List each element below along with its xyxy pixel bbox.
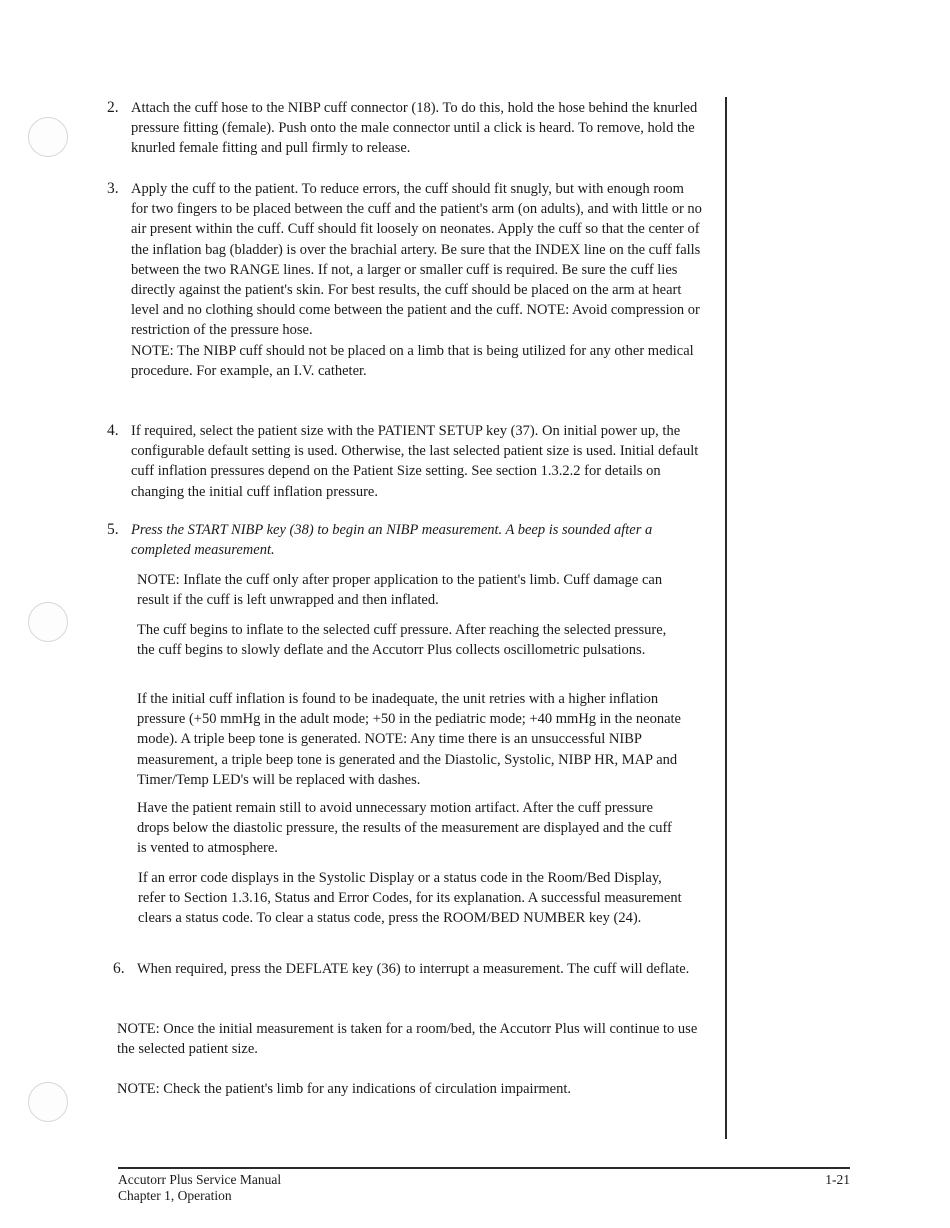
step-number: 4.	[107, 422, 119, 439]
step-5-note: NOTE: Inflate the cuff only after proper application to the patient's limb. Cuff damage can result if the cuff is left unwrapped and then inflated.	[137, 572, 663, 609]
step-5-stillness-para: Have the patient remain still to avoid unnecessary motion artifact. After the cuff pressure drops below the diastolic pressure, the results of the measurement are displayed and the cuff is vented to atmosphere.	[137, 800, 672, 857]
step-3	[107, 179, 703, 381]
step-5-retry-para: If the initial cuff inflation is found to be inadequate, the unit retries with a higher inflation pressure (+50 mmHg in the adult mode; +50 in the pediatric mode; +40 mmHg in the neonate mode). A triple beep tone is generated. NOTE: Any time there is an unsuccessful NIBP measurement, a triple beep tone is generated and the Diastolic, Systolic, NIBP HR, MAP and Timer/Temp LED's will be replaced with dashes.	[137, 691, 681, 788]
note-circulation: NOTE: Check the patient's limb for any indications of circulation impairment.	[117, 1081, 572, 1097]
step-text: Attach the cuff hose to the NIBP cuff connector (18). To do this, hold the hose behind the knurled pressure fitting (female). Push onto the male connector until a click is heard. To remove, hold the knurled female fitting and pull firmly to release.	[131, 100, 698, 157]
footer	[118, 1172, 518, 1204]
punch-hole-top	[28, 117, 68, 157]
footer-chapter: Chapter 1, Operation	[118, 1188, 232, 1203]
punch-hole-bottom	[28, 1082, 68, 1122]
change-bar	[725, 97, 727, 1139]
note-patient-size: NOTE: Once the initial measurement is taken for a room/bed, the Accutorr Plus will continue to use the selected patient size.	[117, 1021, 698, 1058]
footer-rule	[118, 1167, 850, 1169]
page-number: 1-21	[825, 1172, 850, 1187]
step-number: 6.	[113, 960, 125, 977]
step-text: Press the START NIBP key (38) to begin an NIBP measurement. A beep is sounded after a completed measurement.	[131, 522, 653, 559]
punch-hole-middle	[28, 602, 68, 642]
step-2	[107, 98, 711, 159]
step-number: 2.	[107, 99, 119, 116]
step-5-error-para: If an error code displays in the Systolic Display or a status code in the Room/Bed Display, refer to Section 1.3.16, Status and Error Codes, for its explanation. A successful measurement clears a status code. To clear a status code, press the ROOM/BED NUMBER key (24).	[138, 870, 682, 927]
step-number: 3.	[107, 180, 119, 197]
step-5	[107, 520, 711, 560]
step-note: NOTE: The NIBP cuff should not be placed on a limb that is being utilized for any other medical procedure. For example, an I.V. catheter.	[131, 342, 694, 379]
footer-manual-title: Accutorr Plus Service Manual	[118, 1172, 282, 1187]
step-text: When required, press the DEFLATE key (36) to interrupt a measurement. The cuff will deflate.	[137, 961, 690, 977]
step-5-inflate-para: The cuff begins to inflate to the selected cuff pressure. After reaching the selected pressure, the cuff begins to slowly deflate and the Accutorr Plus collects oscillometric pulsations.	[137, 622, 667, 659]
step-4	[107, 421, 711, 502]
step-text: If required, select the patient size with the PATIENT SETUP key (37). On initial power up, the configurable default setting is used. Otherwise, the last selected patient size is used. Initial default cuff inflation pressures depend on the Patient Size setting. See section 1.3.2.2 for details on changing the initial cuff inflation pressure.	[131, 423, 699, 500]
step-text: Apply the cuff to the patient. To reduce errors, the cuff should fit snugly, but with enough room for two fingers to be placed between the cuff and the patient's arm (on adults), and with little or no air present within the cuff. Cuff should fit loosely on neonates. Apply the cuff so that the center of the inflation bag (bladder) is over the brachial artery. Be sure that the INDEX line on the cuff falls between the two RANGE lines. If not, a larger or smaller cuff is required. Be sure the cuff lies directly against the patient's skin. For best results, the cuff should be placed on the arm at heart level and no clothing should come between the patient and the cuff. NOTE: Avoid compression or restriction of the pressure hose.	[131, 181, 702, 339]
step-number: 5.	[107, 521, 119, 538]
step-6	[113, 959, 712, 979]
